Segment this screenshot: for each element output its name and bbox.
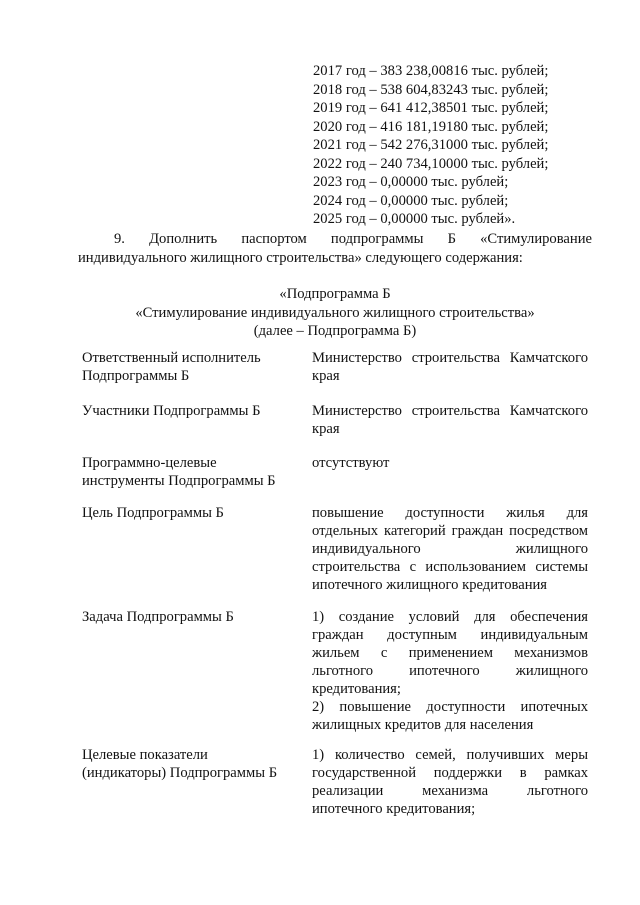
goal-value-line: ипотечного жилищного кредитования — [312, 577, 548, 593]
paragraph-line-2: индивидуального жилищного строительства» следующего содержания: — [78, 249, 523, 266]
goal-value-line: строительства с использованием системы — [312, 559, 588, 575]
instruments-label-line: инструменты Подпрограммы Б — [82, 473, 276, 489]
instruments-value-line: отсутствуют — [312, 455, 390, 471]
indicators-value-line: 1) количество семей, получивших меры — [312, 747, 588, 763]
responsible-label-line: Подпрограммы Б — [82, 368, 190, 384]
budget-line-2018: 2018 год – 538 604,83243 тыс. рублей; — [313, 81, 549, 98]
goal-value-line: повышение доступности жилья для — [312, 505, 588, 521]
responsible-value-line: края — [312, 368, 340, 384]
task-value-line: жилищных кредитов для населения — [312, 717, 534, 733]
budget-line-2019: 2019 год – 641 412,38501 тыс. рублей; — [313, 100, 549, 116]
task-value-line: 2) повышение доступности ипотечных — [312, 699, 588, 715]
paragraph-line-1: 9. Дополнить паспортом подпрограммы Б «Стимулирование — [114, 231, 592, 247]
goal-label — [82, 504, 292, 522]
instruments-value — [312, 454, 588, 472]
task-value-line: кредитования; — [312, 681, 401, 697]
indicators-value — [312, 746, 588, 818]
budget-line-2022: 2022 год – 240 734,10000 тыс. рублей; — [313, 155, 549, 172]
budget-line-2025: 2025 год – 0,00000 тыс. рублей». — [313, 211, 516, 227]
task-label-line: Задача Подпрограммы Б — [82, 609, 234, 625]
budget-line-2017: 2017 год – 383 238,00816 тыс. рублей; — [313, 63, 549, 79]
participants-value-line: Министерство строительства Камчатского — [312, 403, 588, 419]
goal-value-line: отдельных категорий граждан посредством — [312, 523, 588, 539]
indicators-label-line: Целевые показатели — [82, 747, 208, 763]
task-value-line: жильем с применением механизмов — [312, 645, 588, 661]
responsible-label-line: Ответственный исполнитель — [82, 350, 261, 366]
heading-line-2: «Стимулирование индивидуального жилищного строительства» — [135, 304, 535, 321]
indicators-value-line: государственной поддержки в рамках — [312, 765, 588, 781]
participants-value-line: края — [312, 421, 340, 437]
goal-label-line: Цель Подпрограммы Б — [82, 505, 224, 521]
indicators-value-line: ипотечного кредитования; — [312, 801, 476, 817]
task-value-line: льготного ипотечного жилищного — [312, 663, 588, 679]
task-value — [312, 608, 588, 734]
responsible-label — [82, 349, 292, 385]
indicators-value-line: реализации механизма льготного — [312, 783, 588, 799]
instruments-label-line: Программно-целевые — [82, 455, 217, 471]
instruments-label — [82, 454, 292, 490]
budget-line-2024: 2024 год – 0,00000 тыс. рублей; — [313, 192, 509, 209]
responsible-value-line: Министерство строительства Камчатского — [312, 350, 588, 366]
budget-line-2020: 2020 год – 416 181,19180 тыс. рублей; — [313, 118, 549, 135]
responsible-value — [312, 349, 588, 385]
goal-value — [312, 504, 588, 594]
heading-line-1: «Подпрограмма Б — [279, 286, 391, 302]
task-value-line: 1) создание условий для обеспечения — [312, 609, 588, 625]
indicators-label-line: (индикаторы) Подпрограммы Б — [82, 765, 278, 781]
participants-label — [82, 402, 292, 420]
heading-line-3: (далее – Подпрограмма Б) — [253, 323, 417, 339]
indicators-label — [82, 746, 292, 782]
goal-value-line: индивидуального жилищного — [312, 541, 588, 557]
budget-line-2023: 2023 год – 0,00000 тыс. рублей; — [313, 174, 509, 190]
budget-line-2021: 2021 год – 542 276,31000 тыс. рублей; — [313, 137, 549, 153]
participants-value — [312, 402, 588, 438]
task-value-line: граждан доступным индивидуальным — [312, 627, 588, 643]
participants-label-line: Участники Подпрограммы Б — [82, 403, 261, 419]
task-label — [82, 608, 292, 626]
